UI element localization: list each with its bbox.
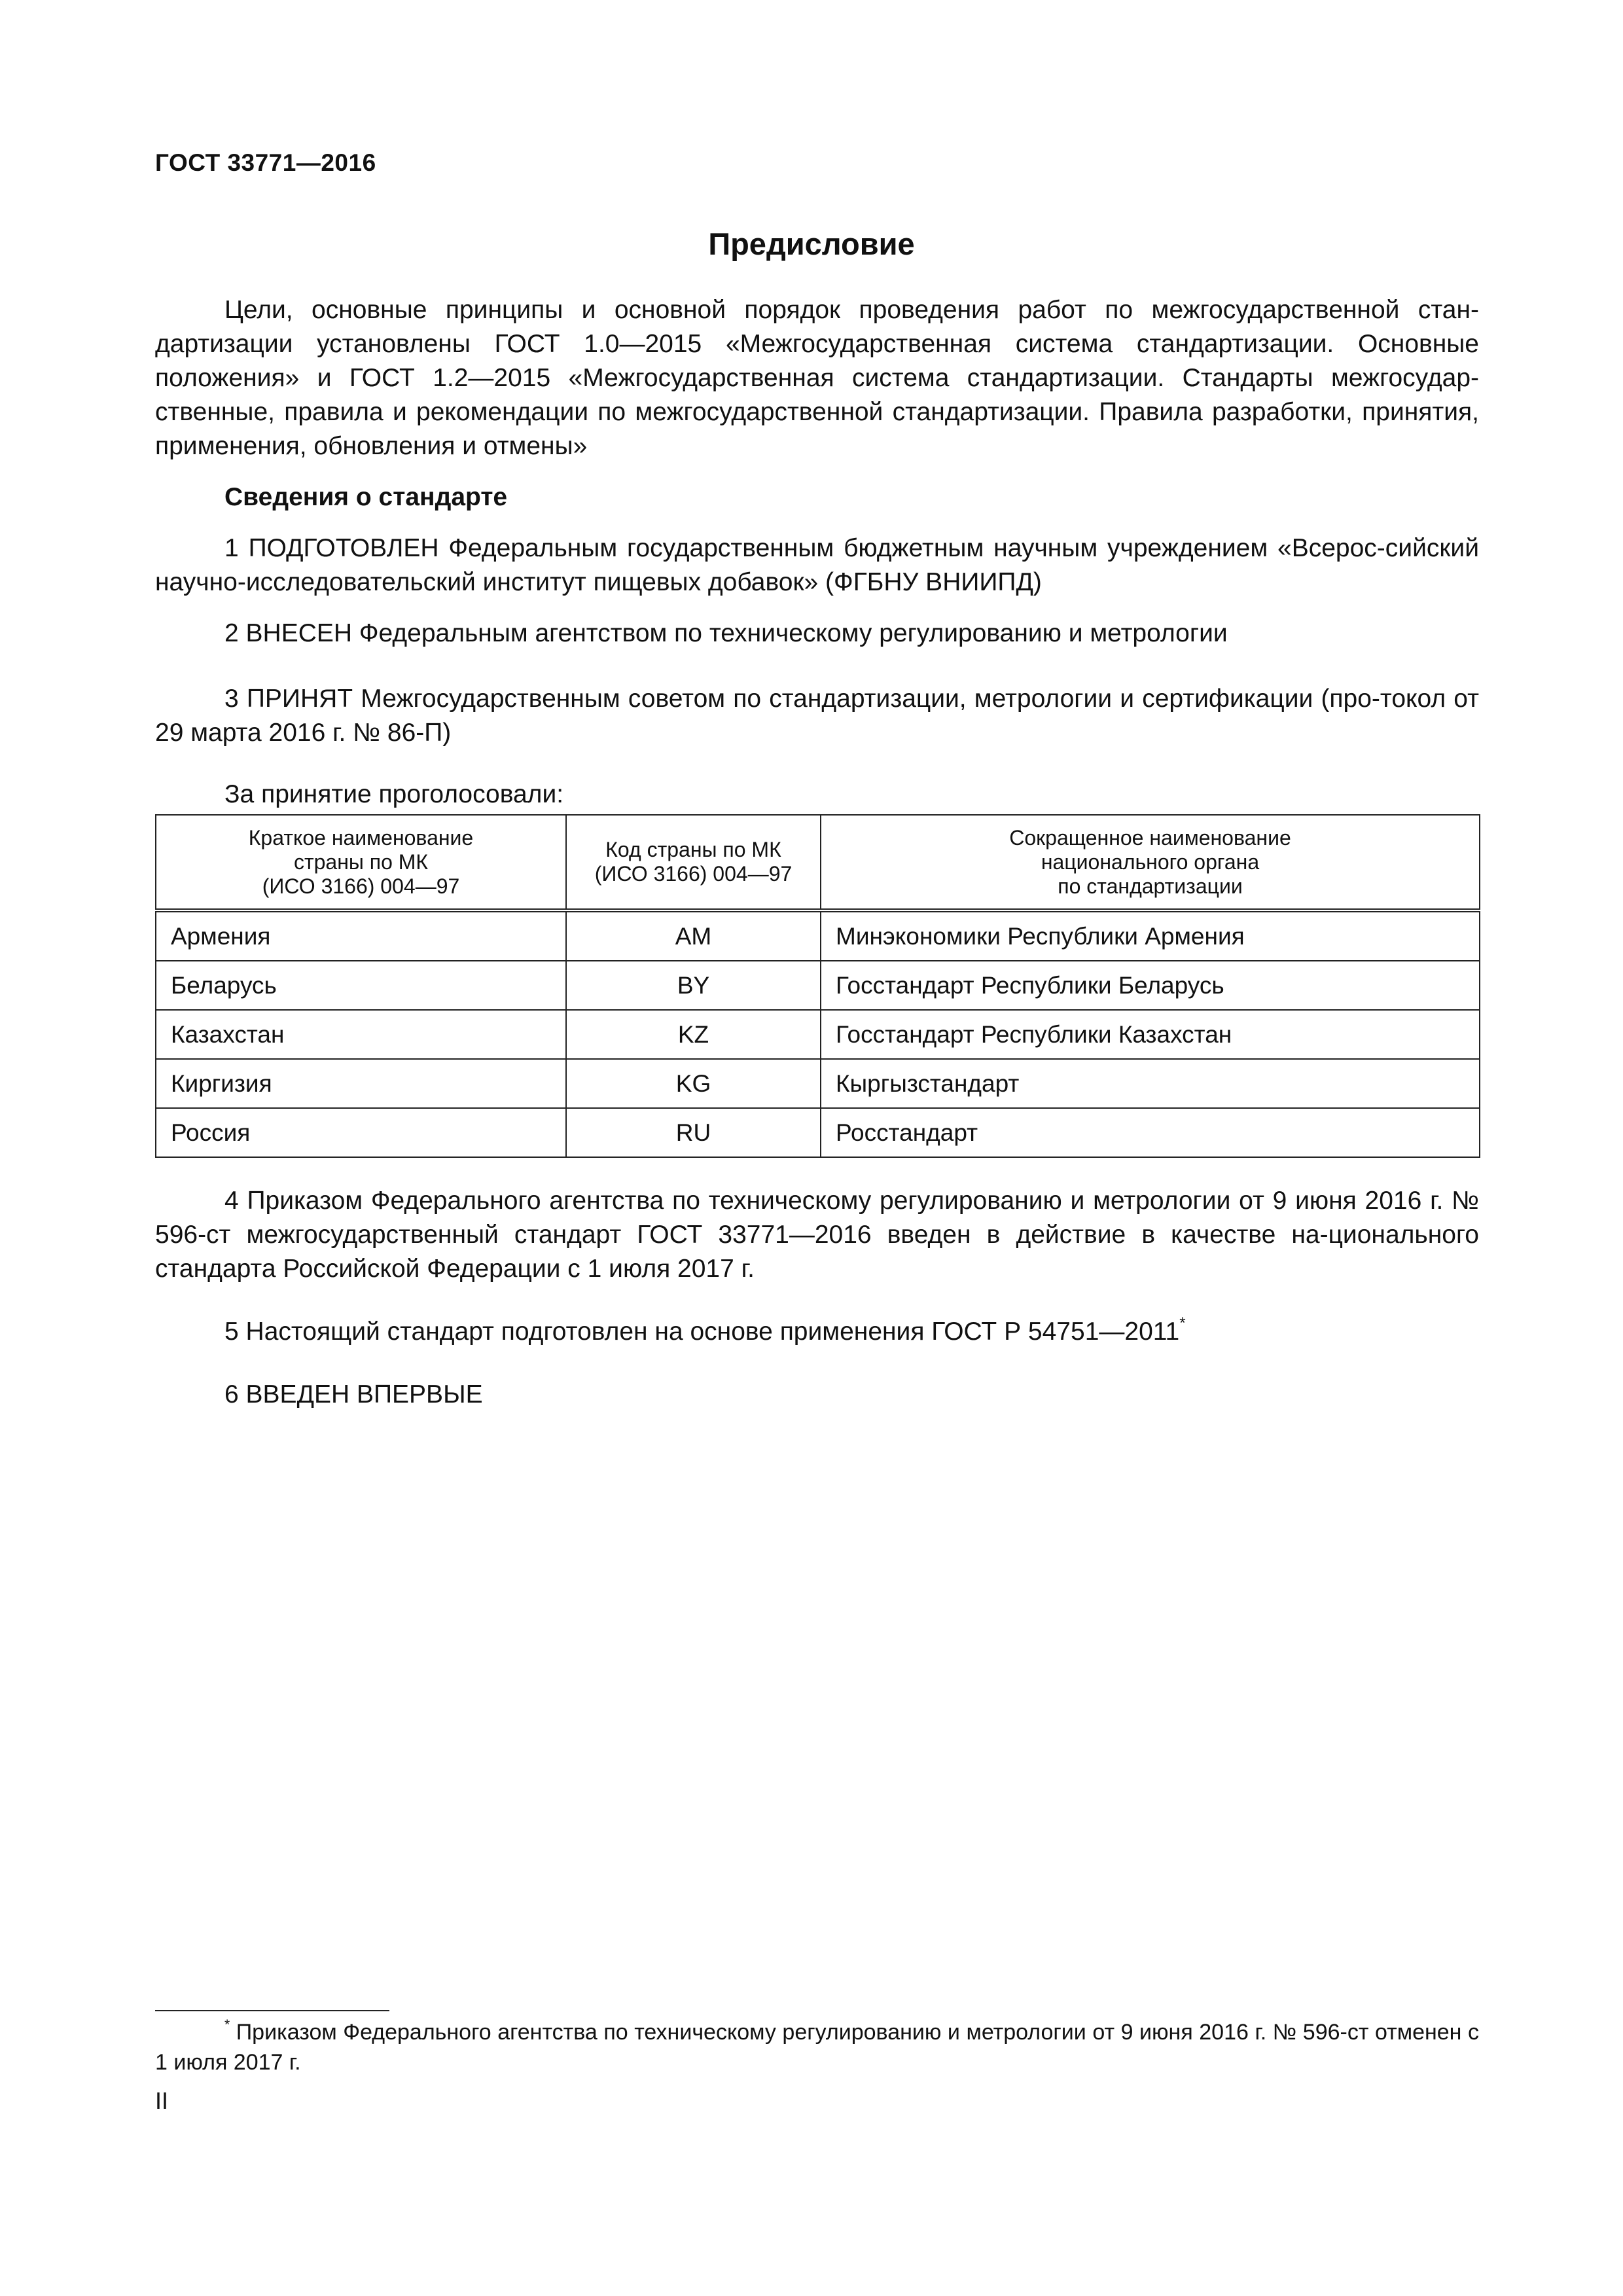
cell-body: Росстандарт [821,1108,1480,1157]
cell-country: Армения [156,910,566,961]
document-header: ГОСТ 33771—2016 [155,149,376,176]
main-content [155,293,1479,1412]
header-body: Сокращенное наименование национального органа по стандартизации [821,815,1480,910]
cell-body: Кыргызстандарт [821,1059,1480,1108]
item-3: 3 ПРИНЯТ Межгосударственным советом по стандартизации, метрологии и сертификации (про-токол от 29 марта 2016 г. № 86-П) [155,685,1479,747]
cell-body: Госстандарт Республики Казахстан [821,1010,1480,1059]
footnote-marker: * [1179,1314,1186,1332]
header-country: Краткое наименование страны по МК (ИСО 3166) 004—97 [156,815,566,910]
header-code: Код страны по МК (ИСО 3166) 004—97 [566,815,821,910]
footnote: * Приказом Федерального агентства по техническому регулированию и метрологии от 9 июня 2016 г. № 596-ст отменен с 1 июля 2017 г. [155,2017,1479,2075]
table-row [156,1059,1480,1108]
intro-paragraph: Цели, основные принципы и основной порядок проведения работ по межгосударственной стан-дартизации установлены ГОСТ 1.0—2015 «Межгосударственная система стандартизации. Основные положения» и ГОСТ 1.2—2015 «Межгосударственная система стандартизации. Стандарты межгосудар-ственные, правила и рекомендации по межгосударственной стандартизации. Правила разработки, принятия, применения, обновления и отмены» [155,296,1479,460]
info-heading: Сведения о стандарте [224,483,508,511]
item-1: 1 ПОДГОТОВЛЕН Федеральным государственным бюджетным научным учреждением «Всерос-сийский научно-исследовательский институт пищевых добавок» (ФГБНУ ВНИИПД) [155,534,1479,596]
cell-country: Россия [156,1108,566,1157]
item-2: 2 ВНЕСЕН Федеральным агентством по техническому регулированию и метрологии [224,619,1228,647]
table-row [156,1108,1480,1157]
cell-code: KZ [566,1010,821,1059]
cell-country: Киргизия [156,1059,566,1108]
cell-code: RU [566,1108,821,1157]
cell-body: Госстандарт Республики Беларусь [821,961,1480,1010]
footnote-separator [155,2010,389,2011]
voting-table [155,814,1480,1158]
vote-caption: За принятие проголосовали: [224,780,564,808]
item-4: 4 Приказом Федерального агентства по техническому регулированию и метрологии от 9 июня 2016 г. № 596-ст межгосударственный стандарт ГОСТ 33771—2016 введен в действие в качестве на-ционального стандарта Российской Федерации с 1 июля 2017 г. [155,1187,1479,1283]
item-6: 6 ВВЕДЕН ВПЕРВЫЕ [224,1380,483,1408]
page-title: Предисловие [708,226,915,261]
item-5: 5 Настоящий стандарт подготовлен на основе применения ГОСТ Р 54751—2011* [224,1314,1186,1346]
table-row [156,910,1480,961]
cell-code: KG [566,1059,821,1108]
cell-code: AM [566,910,821,961]
cell-code: BY [566,961,821,1010]
page-number: II [155,2087,169,2114]
table-row [156,1010,1480,1059]
table-row [156,961,1480,1010]
cell-country: Казахстан [156,1010,566,1059]
cell-country: Беларусь [156,961,566,1010]
table-header-row [156,815,1480,910]
footnote-mark: * [224,2017,230,2033]
cell-body: Минэкономики Республики Армения [821,910,1480,961]
